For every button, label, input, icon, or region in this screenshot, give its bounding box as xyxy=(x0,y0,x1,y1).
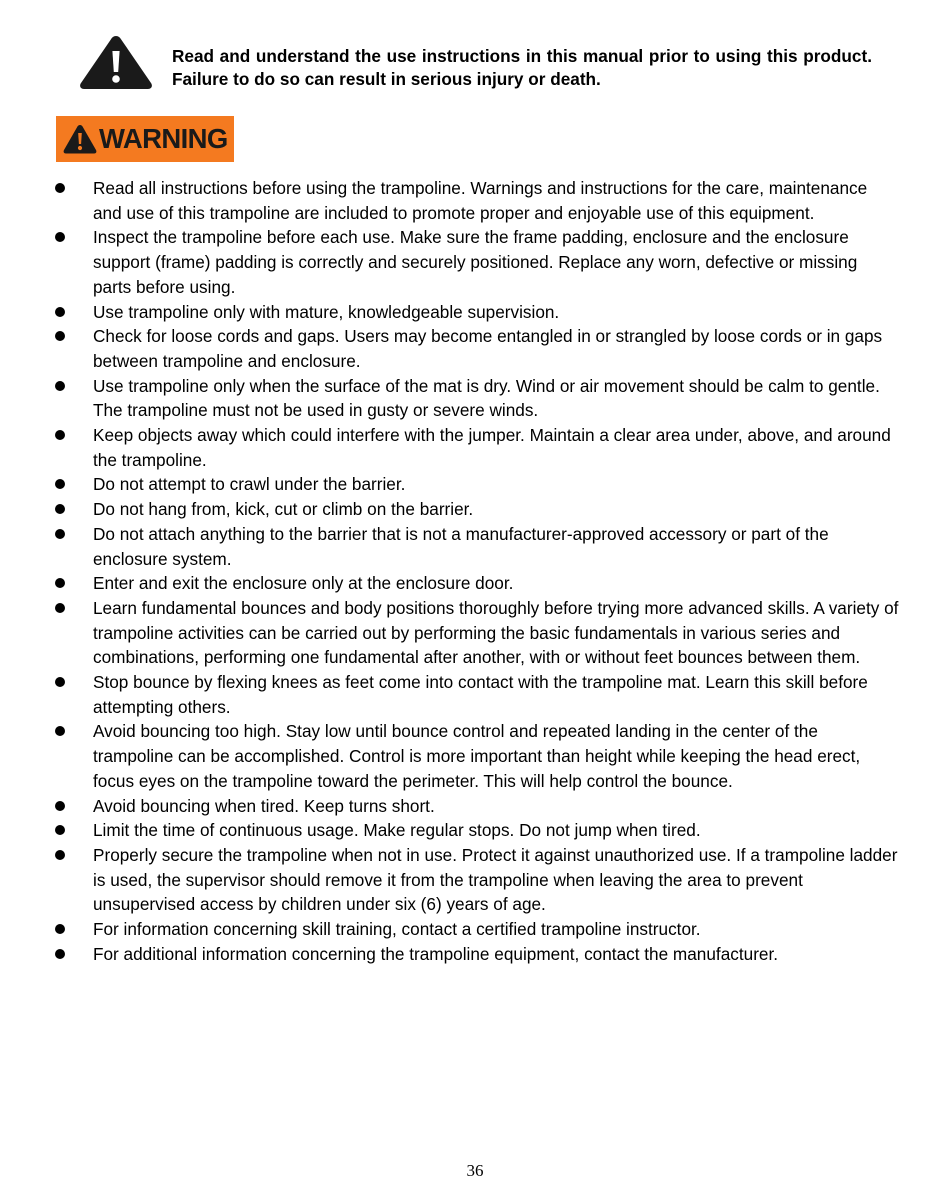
list-item xyxy=(52,719,900,793)
list-item-text: Do not attempt to crawl under the barrier. xyxy=(93,474,406,495)
bullet-icon xyxy=(55,479,65,489)
list-item xyxy=(52,423,900,472)
list-item xyxy=(52,942,900,967)
bullet-icon xyxy=(55,825,65,835)
warning-label xyxy=(56,116,234,162)
list-item-text: Inspect the trampoline before each use. Make sure the frame padding, enclosure and the enclosure support (frame) padding is correctly and securely positioned. Replace any worn, defective or missing parts before using. xyxy=(93,227,858,297)
list-item xyxy=(52,818,900,843)
list-item-text: Enter and exit the enclosure only at the enclosure door. xyxy=(93,573,514,594)
list-item xyxy=(52,497,900,522)
list-item-text: Read all instructions before using the trampoline. Warnings and instructions for the care, maintenance and use of this trampoline are included to promote proper and enjoyable use of this equipment. xyxy=(93,178,868,223)
list-item-text: Use trampoline only when the surface of the mat is dry. Wind or air movement should be calm to gentle. The trampoline must not be used in gusty or severe winds. xyxy=(93,375,880,421)
list-item-text: Avoid bouncing too high. Stay low until bounce control and repeated landing in the center of the trampoline can be accomplished. Control is more important than height while keeping the head erect, focus eyes on the trampoline toward the perimeter. This will help control the bounce. xyxy=(93,721,861,791)
warning-triangle-icon xyxy=(63,124,97,154)
list-item xyxy=(52,670,900,719)
list-item-text: Do not hang from, kick, cut or climb on the barrier. xyxy=(93,499,474,520)
list-item-text: Check for loose cords and gaps. Users may become entangled in or strangled by loose cords or in gaps between trampoline and enclosure. xyxy=(93,326,883,371)
bullet-icon xyxy=(55,949,65,959)
list-item xyxy=(52,300,900,325)
list-item-text: Stop bounce by flexing knees as feet come into contact with the trampoline mat. Learn this skill before attempting others. xyxy=(93,672,868,717)
list-item xyxy=(52,472,900,497)
list-item xyxy=(52,794,900,819)
bullet-icon xyxy=(55,430,65,440)
warning-label-text: WARNING xyxy=(99,123,228,154)
list-item-text: For information concerning skill training, contact a certified trampoline instructor. xyxy=(93,919,701,940)
bullet-icon xyxy=(55,726,65,736)
bullet-icon xyxy=(55,381,65,391)
list-item-text: Avoid bouncing when tired. Keep turns short. xyxy=(93,795,435,816)
bullet-icon xyxy=(55,529,65,539)
bullet-icon xyxy=(55,801,65,811)
safety-notice-header xyxy=(78,34,878,94)
list-item xyxy=(52,374,900,423)
list-item-text: Keep objects away which could interfere with the jumper. Maintain a clear area under, above, and around the trampoline. xyxy=(93,425,891,470)
bullet-icon xyxy=(55,307,65,317)
bullet-icon xyxy=(55,924,65,934)
bullet-icon xyxy=(55,578,65,588)
bullet-icon xyxy=(55,331,65,341)
list-item xyxy=(52,522,900,571)
caution-triangle-icon xyxy=(78,34,154,90)
bullet-icon xyxy=(55,603,65,613)
list-item xyxy=(52,176,900,225)
list-item xyxy=(52,324,900,373)
safety-notice-text: Read and understand the use instructions in this manual prior to using this product. Failure to do so can result in serious injury or death. xyxy=(172,46,872,89)
list-item xyxy=(52,596,900,670)
page-number: 36 xyxy=(466,1161,484,1180)
list-item xyxy=(52,225,900,299)
list-item-text: Do not attach anything to the barrier that is not a manufacturer-approved accessory or part of the enclosure system. xyxy=(93,523,829,569)
bullet-icon xyxy=(55,183,65,193)
list-item-text: Limit the time of continuous usage. Make regular stops. Do not jump when tired. xyxy=(93,820,701,841)
bullet-icon xyxy=(55,850,65,860)
list-item-text: Learn fundamental bounces and body positions thoroughly before trying more advanced skills. A variety of trampoline activities can be carried out by performing the basic fundamentals in various series and combinations, performing one fundamental after another, with or without feet bounces between them. xyxy=(93,597,899,668)
bullet-icon xyxy=(55,677,65,687)
bullet-icon xyxy=(55,504,65,514)
list-item-text: Properly secure the trampoline when not in use. Protect it against unauthorized use. If a trampoline ladder is used, the supervisor should remove it from the trampoline when leaving the area to prevent unsupervised access by children under six (6) years of age. xyxy=(93,844,898,915)
list-item-text: Use trampoline only with mature, knowledgeable supervision. xyxy=(93,301,560,322)
bullet-icon xyxy=(55,232,65,242)
list-item-text: For additional information concerning the trampoline equipment, contact the manufacturer. xyxy=(93,943,779,964)
list-item xyxy=(52,571,900,596)
list-item xyxy=(52,843,900,917)
safety-instructions-list xyxy=(52,176,900,967)
list-item xyxy=(52,917,900,942)
